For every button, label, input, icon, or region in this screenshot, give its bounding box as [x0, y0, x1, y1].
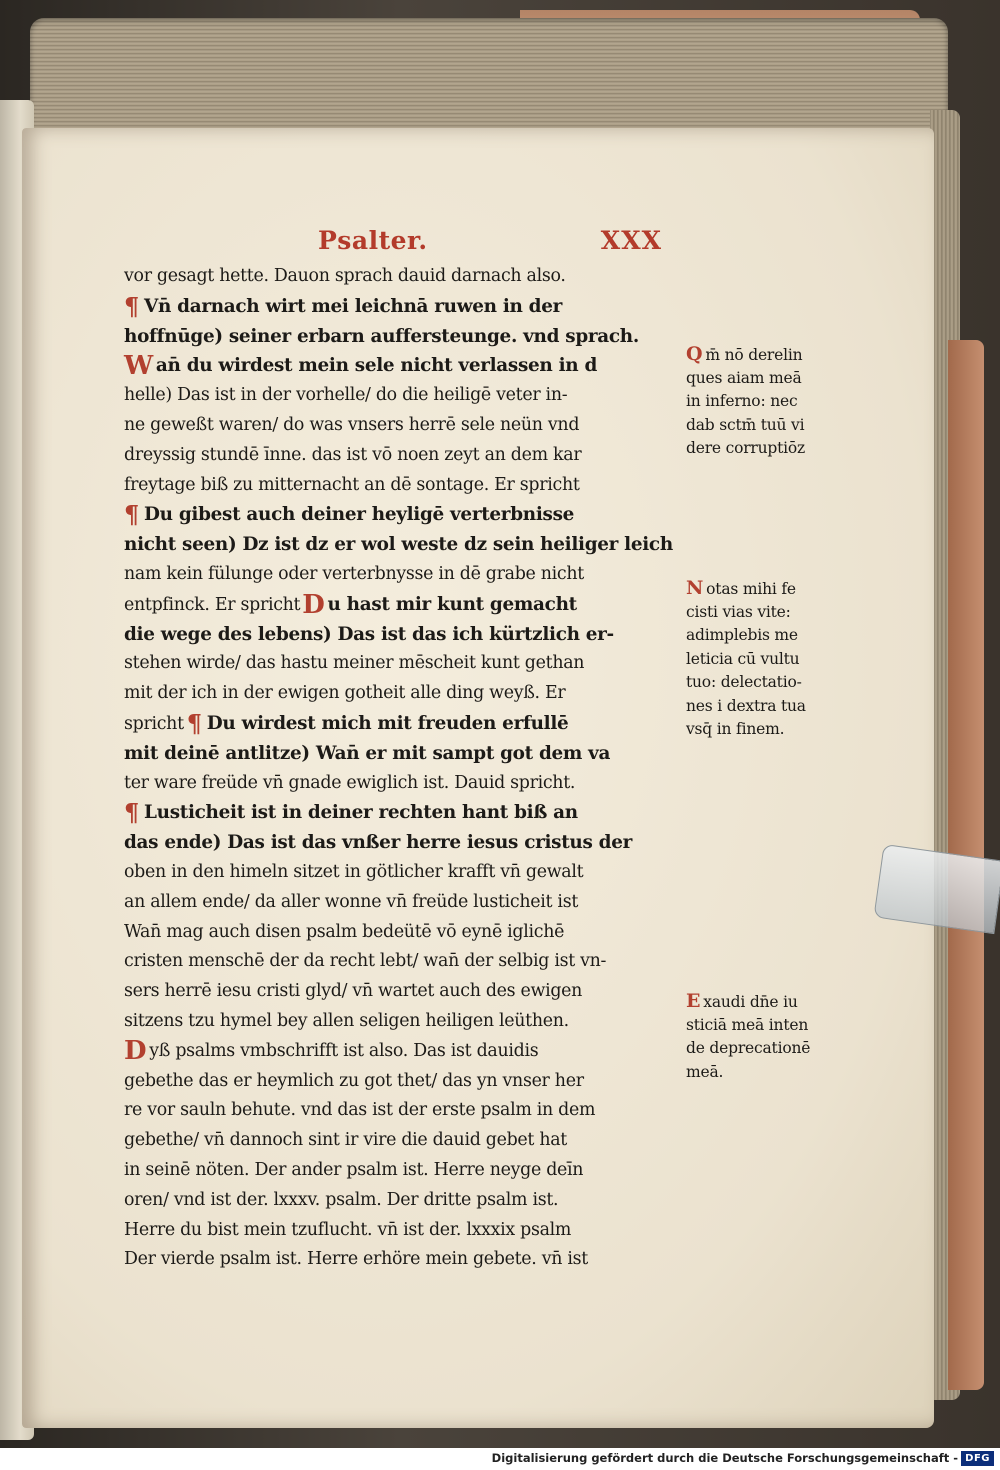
text-line — [124, 769, 676, 799]
page-block-top-edge — [30, 18, 948, 138]
text-line — [124, 888, 676, 918]
funding-credit: Digitalisierung gefördert durch die Deutsche Forschungsgemeinschaft - — [491, 1451, 958, 1465]
line-text: mit deinē antlitze) Wan̄ er mit sampt got dem va — [124, 742, 611, 764]
gloss-text: de deprecationē — [686, 1039, 811, 1057]
line-text: oben in den himeln sitzet in götlicher krafft vn̄ gewalt — [124, 861, 584, 882]
line-text: freytage biß zu mitternacht an dē sontage. Er spricht — [124, 474, 580, 495]
line-text: yß psalms vmbschrifft ist also. Das ist dauidis — [149, 1040, 539, 1061]
gloss-rubric-initial: Q — [686, 343, 703, 365]
line-text: nam kein fülunge oder verterbnysse in dē grabe nicht — [124, 563, 584, 584]
text-line — [124, 411, 676, 441]
text-line — [124, 828, 676, 858]
text-line — [124, 262, 676, 292]
text-line — [124, 560, 676, 590]
gloss-line — [686, 367, 846, 391]
running-header — [318, 226, 662, 258]
gloss-line — [686, 437, 846, 461]
text-line — [124, 1245, 676, 1275]
marginal-gloss — [686, 577, 846, 742]
gloss-text: meā. — [686, 1062, 724, 1081]
gloss-text: dere corruptiōz — [686, 439, 806, 457]
line-text: helle) Das ist in der vorhelle/ do die heiligē veter in- — [124, 385, 568, 406]
text-line — [124, 351, 676, 381]
line-text: stehen wirde/ das hastu meiner mēscheit kunt gethan — [124, 653, 585, 674]
text-line — [124, 441, 676, 471]
gloss-line — [686, 414, 846, 438]
line-text: Lusticheit ist in deiner rechten hant biß an — [144, 802, 578, 824]
text-line — [124, 1096, 676, 1126]
line-text: nicht seen) Dz ist dz er wol weste dz sein heiliger leich — [124, 534, 673, 556]
gloss-line — [686, 695, 846, 719]
text-line — [124, 709, 676, 739]
line-text: gebethe das er heymlich zu got thet/ das yn vnser her — [124, 1070, 584, 1091]
line-text: Vn̄ darnach wirt mei leichnā ruwen in der — [144, 295, 563, 317]
line-text: mit der ich in der ewigen gotheit alle ding weyß. Er — [124, 683, 566, 704]
line-text: dreyssig stundē īnne. das ist vō noen zeyt an dem kar — [124, 444, 582, 465]
gloss-text: otas mihi fe — [706, 580, 796, 598]
text-line — [124, 649, 676, 679]
text-line — [124, 322, 676, 352]
gloss-text: dab sctm̄ tuū vi — [686, 415, 805, 434]
rubric-initial: W — [124, 351, 153, 382]
rubric-initial: D — [302, 589, 325, 620]
line-text: Wan̄ mag auch disen psalm bedeütē vō eynē iglichē — [124, 921, 565, 942]
text-line — [124, 620, 676, 650]
line-text: ter ware freüde vn̄ gnade ewiglich ist. Dauid spricht. — [124, 772, 576, 793]
gloss-line — [686, 1014, 846, 1038]
line-text: das ende) Das ist das vnßer herre iesus cristus der — [124, 832, 632, 854]
gloss-line — [686, 624, 846, 648]
gloss-line — [686, 577, 846, 601]
text-line — [124, 1216, 676, 1246]
line-text: ne geweßt waren/ do was vnsers herrē sele neün vnd — [124, 414, 580, 435]
marginal-gloss — [686, 343, 846, 461]
gloss-rubric-initial: E — [686, 990, 701, 1012]
running-title: Psalter. — [318, 226, 428, 255]
text-line — [124, 1007, 676, 1037]
gloss-text: tuo: delectatio- — [686, 673, 802, 691]
line-text: Du gibest auch deiner heyligē verterbnisse — [144, 504, 575, 526]
text-line — [124, 1037, 676, 1067]
gloss-rubric-initial: N — [686, 577, 704, 599]
gloss-line — [686, 601, 846, 625]
text-line — [124, 292, 676, 322]
rubric-paragraph-mark: ¶ — [124, 291, 139, 321]
text-line — [124, 381, 676, 411]
line-text: die wege des lebens) Das ist das ich kürtzlich er- — [124, 623, 614, 645]
rubric-paragraph-mark: ¶ — [124, 798, 139, 828]
gloss-text: nes i dextra tua — [686, 696, 806, 715]
text-line — [124, 858, 676, 888]
footer-bar — [0, 1448, 1000, 1470]
gloss-line — [686, 1037, 846, 1061]
marginal-gloss — [686, 990, 846, 1084]
line-text: entpfinck. Er spricht — [124, 594, 301, 615]
line-text: Du wirdest mich mit freuden erfullē — [206, 712, 569, 734]
line-text: gebethe/ vn̄ dannoch sint ir vire die dauid gebet hat — [124, 1130, 567, 1151]
line-text: u hast mir kunt gemacht — [327, 593, 577, 615]
text-line — [124, 918, 676, 948]
line-text: Herre du bist mein tzuflucht. vn̄ ist der. lxxxix psalm — [124, 1219, 572, 1240]
text-line — [124, 1186, 676, 1216]
text-line — [124, 471, 676, 501]
line-text: re vor sauln behute. vnd das ist der erste psalm in dem — [124, 1100, 596, 1121]
gloss-line — [686, 718, 846, 742]
dfg-logo: DFG — [961, 1451, 994, 1466]
line-text: in seinē nöten. Der ander psalm ist. Herre neyge deīn — [124, 1159, 584, 1180]
gloss-text: xaudi dn̄e iu — [703, 993, 798, 1011]
gloss-text: sticiā meā inten — [686, 1015, 809, 1034]
folio-number: XXX — [600, 226, 662, 255]
line-text: cristen menschē der da recht lebt/ wan̄ der selbig ist vn- — [124, 951, 607, 972]
rubric-paragraph-mark: ¶ — [124, 500, 139, 530]
line-text: oren/ vnd ist der. lxxxv. psalm. Der dritte psalm ist. — [124, 1189, 559, 1210]
text-line — [124, 739, 676, 769]
line-text: sers herrē iesu cristi glyd/ vn̄ wartet auch des ewigen — [124, 981, 583, 1002]
text-line — [124, 1156, 676, 1186]
gloss-line — [686, 343, 846, 367]
text-line — [124, 947, 676, 977]
gloss-text: cisti vias vite: — [686, 602, 791, 621]
gloss-text: ques aiam meā — [686, 368, 802, 387]
text-line — [124, 590, 676, 620]
gloss-text: leticia cū vultu — [686, 649, 800, 668]
text-line — [124, 977, 676, 1007]
line-text: sitzens tzu hymel bey allen seligen heiligen leüthen. — [124, 1010, 569, 1031]
gloss-text: adimplebis me — [686, 626, 798, 644]
line-text: an allem ende/ da aller wonne vn̄ freüde lusticheit ist — [124, 891, 579, 912]
gloss-text: vsq̄ in finem. — [686, 720, 785, 738]
text-line — [124, 679, 676, 709]
gloss-line — [686, 671, 846, 695]
text-line — [124, 500, 676, 530]
line-text: an̄ du wirdest mein sele nicht verlassen in d — [155, 355, 598, 377]
gloss-line — [686, 1061, 846, 1085]
line-text: hoffnūge) seiner erbarn auffersteunge. vnd sprach. — [124, 325, 639, 347]
text-line — [124, 530, 676, 560]
line-text: Der vierde psalm ist. Herre erhöre mein gebete. vn̄ ist — [124, 1249, 588, 1270]
line-text: vor gesagt hette. Dauon sprach dauid darnach also. — [124, 266, 566, 286]
text-line — [124, 1067, 676, 1097]
main-text-column — [124, 262, 676, 1275]
gloss-line — [686, 390, 846, 414]
gloss-text: in inferno: nec — [686, 392, 798, 410]
gloss-line — [686, 990, 846, 1014]
line-text: spricht — [124, 713, 184, 734]
text-line — [124, 1126, 676, 1156]
gloss-line — [686, 648, 846, 672]
gloss-text: m̄ nō derelin — [705, 346, 803, 364]
rubric-paragraph-mark: ¶ — [186, 708, 202, 738]
rubric-initial: D — [124, 1035, 147, 1066]
text-line — [124, 798, 676, 828]
